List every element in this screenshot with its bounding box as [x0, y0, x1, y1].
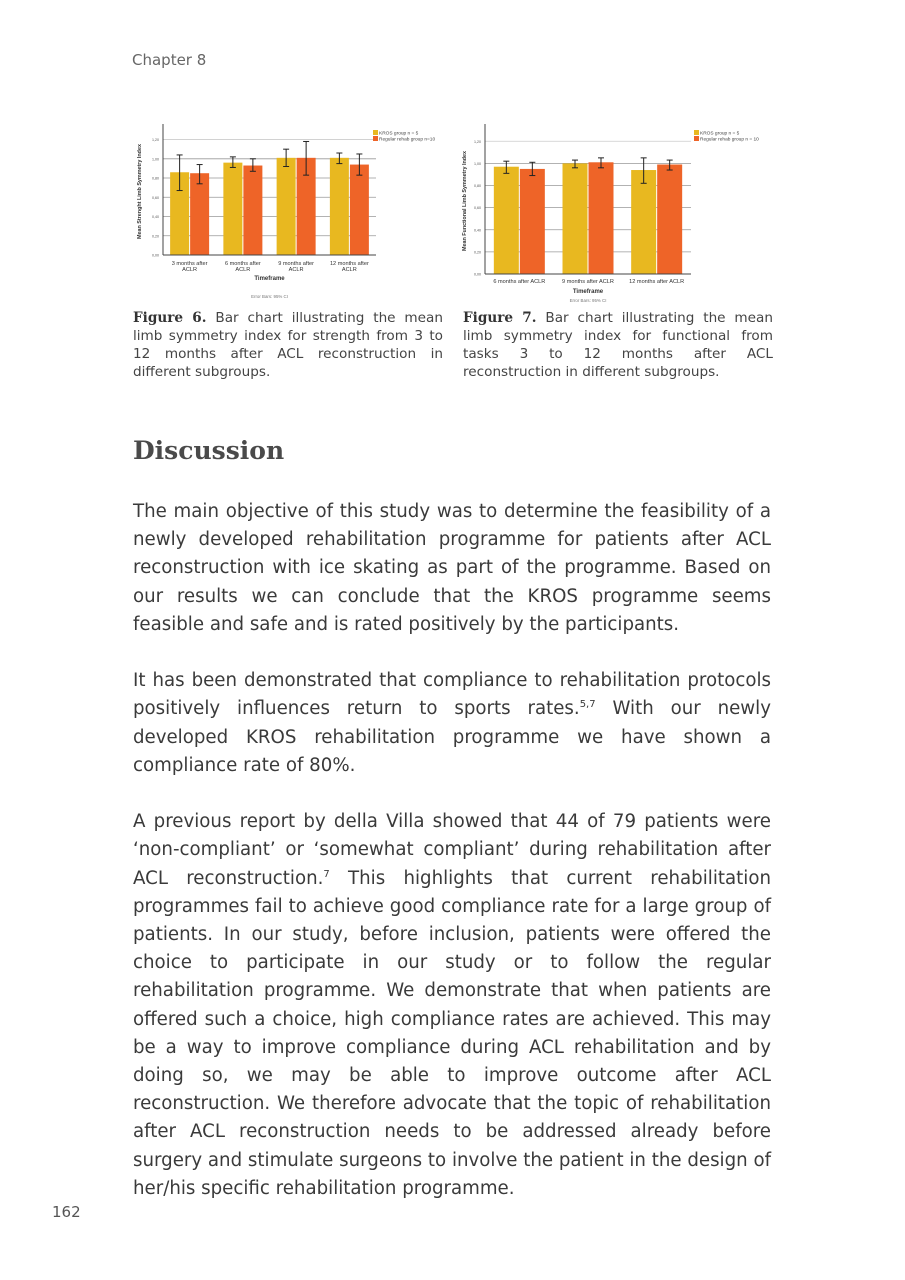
legend-swatch — [694, 136, 699, 141]
x-tick-label: ACLR — [182, 267, 198, 273]
bar — [631, 170, 656, 274]
bar — [243, 166, 262, 255]
figure-7-caption — [463, 309, 773, 381]
text: It has been demonstrated that compliance to rehabilitation protocols positively influences return to sports rates. — [133, 670, 771, 720]
bar — [223, 163, 242, 255]
discussion-body — [133, 498, 771, 1231]
bar — [657, 165, 682, 275]
x-tick-label: 12 months after ACLR — [629, 279, 685, 285]
y-tick-label: 0,00 — [152, 253, 159, 258]
x-tick-label: ACLR — [341, 267, 357, 273]
x-tick-label: 9 months after ACLR — [562, 279, 614, 285]
x-tick-label: 3 months after — [171, 261, 208, 267]
legend-swatch — [373, 136, 378, 141]
bar — [563, 163, 588, 274]
x-tick-label: 6 months after — [224, 261, 261, 267]
bar — [494, 167, 519, 274]
figure-7-functional-chart — [458, 122, 778, 306]
legend-swatch — [694, 130, 699, 135]
y-tick-label: 0,40 — [474, 228, 481, 233]
y-tick-label: 0,20 — [474, 250, 481, 255]
y-tick-label: 1,20 — [152, 138, 159, 143]
y-tick-label: 0,00 — [474, 272, 481, 277]
legend-label: Regular rehab group n=10 — [379, 137, 436, 143]
caption-text: Bar chart illustrating the mean limb symmetry index for strength from 3 to 12 months after ACL reconstruction in different subgroups. — [133, 310, 443, 380]
figure-6-strength-chart — [133, 122, 448, 306]
chapter-header: Chapter 8 — [132, 51, 207, 69]
x-tick-label: 12 months after — [329, 261, 369, 267]
text: A previous report by della Villa showed that 44 of 79 patients were ‘non-compliant’ or ‘somewhat compliant’ during rehabilitation after ACL reconstruction. — [133, 811, 771, 889]
y-tick-label: 0,60 — [474, 206, 481, 211]
citation-ref: 5,7 — [579, 699, 596, 711]
y-tick-label: 1,00 — [474, 161, 481, 166]
caption-text: Bar chart illustrating the mean limb symmetry index for functional from tasks 3 to 12 months after ACL reconstruction in different subgroups. — [463, 310, 773, 380]
legend-label: KROS group n = 5 — [700, 131, 740, 137]
x-tick-label: ACLR — [288, 267, 304, 273]
y-tick-label: 1,20 — [474, 139, 481, 144]
y-tick-label: 0,80 — [152, 176, 159, 181]
bar — [330, 158, 349, 255]
y-axis-title: Mean Functional Limb Symmetry Index — [462, 150, 468, 252]
x-tick-label: ACLR — [235, 267, 251, 273]
paragraph — [133, 808, 771, 1203]
figure-label: Figure 7. — [463, 310, 537, 326]
text: With our newly developed KROS rehabilitation programme we have shown a compliance rate of 80%. — [133, 698, 771, 776]
x-axis-title: Timeframe — [572, 289, 604, 295]
y-tick-label: 1,00 — [152, 157, 159, 162]
paragraph: The main objective of this study was to determine the feasibility of a newly developed rehabilitation programme for patients after ACL reconstruction with ice skating as part of the programme. Based on our results we can conclude that the KROS programme seems feasible and safe and is rated positively by the participants. — [133, 501, 771, 635]
y-tick-label: 0,60 — [152, 195, 159, 200]
section-heading-discussion: Discussion — [133, 436, 285, 465]
legend-label: Regular rehab group n = 10 — [700, 137, 759, 143]
text: This highlights that current rehabilitation programmes fail to achieve good compliance rate for a large group of patients. In our study, before inclusion, patients were offered the choice to participate in our study or to follow the regular rehabilitation programme. We demonstrate that when patients are offered such a choice, high compliance rates are achieved. This may be a way to improve compliance during ACL rehabilitation and by doing so, we may be able to improve outcome after ACL reconstruction. We therefore advocate that the topic of rehabilitation after ACL reconstruction needs to be addressed already before surgery and stimulate surgeons to involve the patient in the design of her/his specific rehabilitation programme. — [133, 867, 771, 1199]
y-tick-label: 0,20 — [152, 234, 159, 239]
bar — [520, 169, 545, 274]
y-axis-title: Mean Strenght Limb Symmetry Index — [137, 144, 143, 239]
error-bar-footnote: Error Bars: 95% CI — [569, 298, 607, 303]
x-tick-label: 9 months after — [278, 261, 315, 267]
y-tick-label: 0,40 — [152, 215, 159, 220]
figure-label: Figure 6. — [133, 310, 207, 326]
legend-label: KROS group n = 5 — [379, 131, 419, 137]
x-axis-title: Timeframe — [254, 276, 285, 282]
bar — [589, 162, 614, 274]
citation-ref: 7 — [323, 868, 330, 880]
figure-6-caption — [133, 309, 443, 381]
page-number: 162 — [52, 1203, 81, 1221]
bar — [350, 165, 369, 255]
paragraph — [133, 667, 771, 780]
y-tick-label: 0,80 — [474, 184, 481, 189]
bar — [277, 158, 296, 255]
bar — [190, 173, 209, 255]
error-bar-footnote: Error Bars: 95% CI — [251, 294, 288, 299]
x-tick-label: 6 months after ACLR — [493, 279, 546, 285]
legend-swatch — [373, 130, 378, 135]
